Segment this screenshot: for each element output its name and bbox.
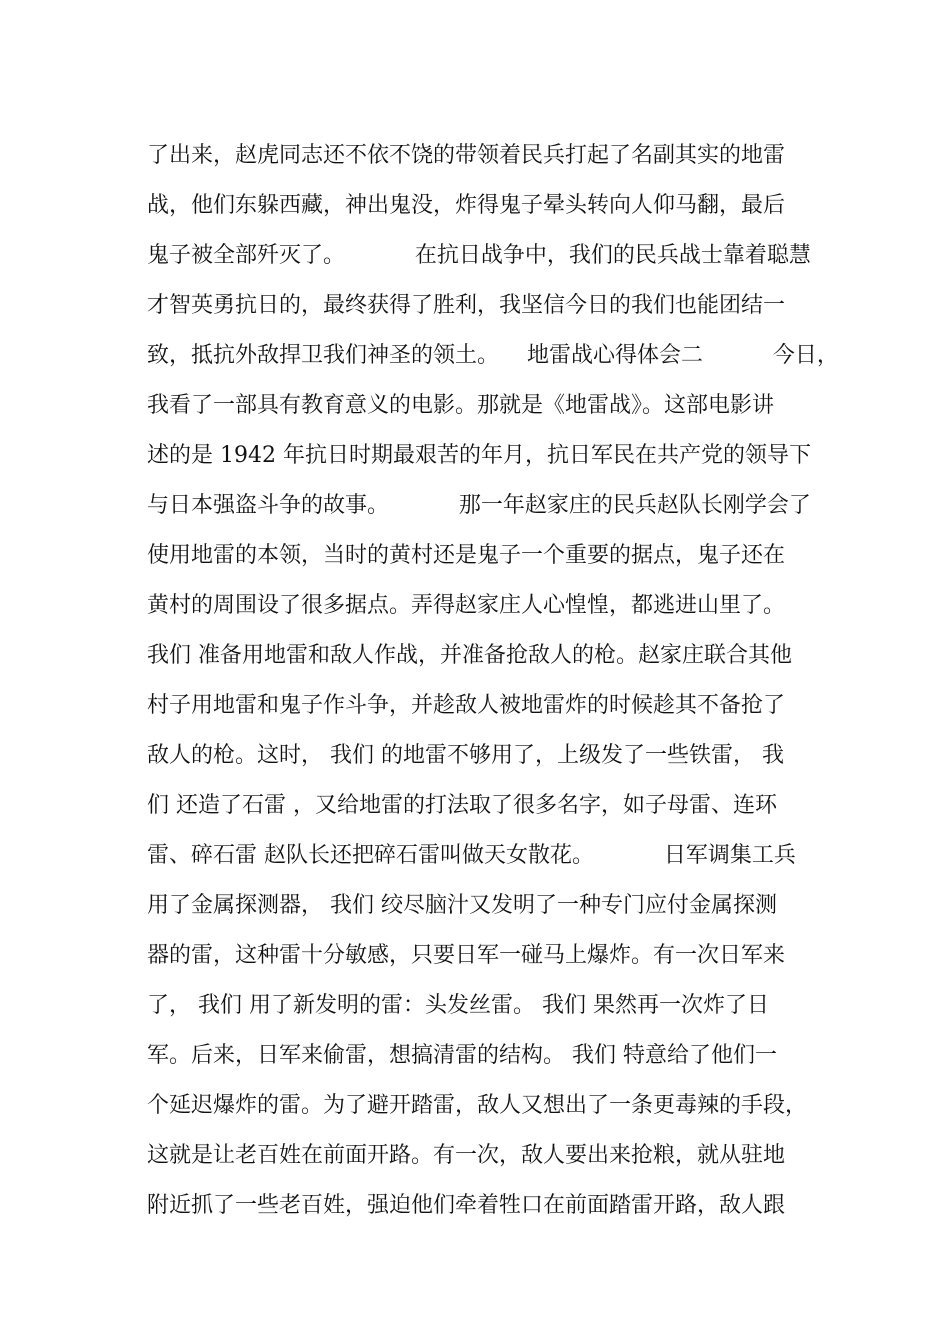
text-line: 们 还造了石雷 ，又给地雷的打法取了很多名字，如子母雷、连环: [147, 793, 777, 818]
text-line: 述的是 1942 年抗日时期最艰苦的年月，抗日军民在共产党的领导下: [147, 443, 811, 468]
text-line: 了出来，赵虎同志还不依不饶的带领着民兵打起了名副其实的地雷: [147, 143, 786, 168]
text-line: 用了金属探测器， 我们 绞尽脑汁又发明了一种专门应付金属探测: [147, 893, 777, 918]
text-line: 使用地雷的本领，当时的黄村还是鬼子一个重要的据点，鬼子还在: [147, 543, 786, 568]
text-line: 黄村的周围设了很多据点。弄得赵家庄人心惶惶，都逃进山里了。: [147, 593, 786, 618]
text-line: 致，抵抗外敌捍卫我们神圣的领土。 地雷战心得体会二 今日，: [147, 343, 839, 368]
text-line: 敌人的枪。这时， 我们 的地雷不够用了，上级发了一些铁雷， 我: [147, 743, 784, 768]
text-line: 与日本强盗斗争的故事。 那一年赵家庄的民兵赵队长刚学会了: [147, 493, 811, 518]
text-line: 器的雷，这种雷十分敏感，只要日军一碰马上爆炸。有一次日军来: [147, 943, 786, 968]
text-line: 我们 准备用地雷和敌人作战，并准备抢敌人的枪。赵家庄联合其他: [147, 643, 792, 668]
text-line: 鬼子被全部歼灭了。 在抗日战争中，我们的民兵战士靠着聪慧: [147, 243, 811, 268]
text-line: 附近抓了一些老百姓，强迫他们牵着牲口在前面踏雷开路，敌人跟: [147, 1193, 786, 1218]
text-line: 才智英勇抗日的，最终获得了胜利，我坚信今日的我们也能团结一: [147, 293, 786, 318]
text-line: 村子用地雷和鬼子作斗争，并趁敌人被地雷炸的时候趁其不备抢了: [147, 693, 786, 718]
text-line: 个延迟爆炸的雷。为了避开踏雷，敌人又想出了一条更毒辣的手段，: [147, 1093, 808, 1118]
text-line: 雷、碎石雷 赵队长还把碎石雷叫做天女散花。 日军调集工兵: [147, 843, 796, 868]
document-body: [147, 131, 847, 1231]
text-line: 战，他们东躲西藏，神出鬼没，炸得鬼子晕头转向人仰马翻，最后: [147, 193, 786, 218]
text-line: 我看了一部具有教育意义的电影。那就是《地雷战》。这部电影讲: [147, 393, 775, 418]
text-line: 了， 我们 用了新发明的雷：头发丝雷。 我们 果然再一次炸了日: [147, 993, 769, 1018]
text-line: 这就是让老百姓在前面开路。有一次，敌人要出来抢粮，就从驻地: [147, 1143, 786, 1168]
text-line: 军。后来，日军来偷雷，想搞清雷的结构。 我们 特意给了他们一: [147, 1043, 777, 1068]
